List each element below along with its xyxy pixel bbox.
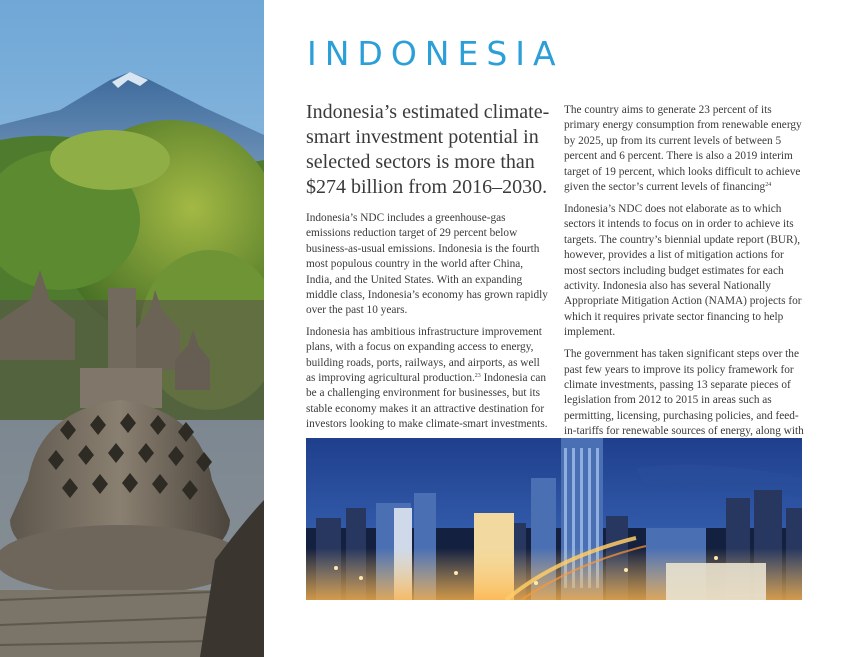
right-paragraph-3-text: The government has taken significant steps over the past few years to improve its policy framework for climate investments, passing 13 separate pieces of legislation from 2012 to 2015 in areas such as permitting, licensing, purchasing policies, and feed-in-tariffs for renewable sources of energy, along with	[564, 348, 804, 438]
footnote-ref-24: 24	[765, 182, 772, 189]
left-paragraph-2	[306, 325, 551, 433]
page-title: INDONESIA	[307, 34, 564, 73]
jakarta-skyline-photo	[306, 438, 802, 600]
right-paragraph-2: Indonesia’s NDC does not elaborate as to which sectors it intends to focus on in order to achieve its targets. The country’s biennial update report (BUR), however, provides a list of mitigation actions for most sectors including budget estimates for each activity. Indonesia also has several Nationally Appropriate Mitigation Action (NAMA) projects for which it requires private sector financing to help implement.	[564, 202, 802, 339]
borobudur-volcano-photo	[0, 0, 264, 657]
left-paragraph-2-tail: Indonesia can be a challenging environment for businesses, but its stable economy makes it an attractive destination for investors looking to make climate-smart investments.	[306, 372, 548, 431]
footnote-ref-23: 23	[474, 373, 481, 380]
right-text-column	[564, 103, 807, 455]
left-paragraph-1: Indonesia’s NDC includes a greenhouse-gas emissions reduction target of 29 percent below business-as-usual emissions. Indonesia is the fourth most populous country in the world after China, India, and the United States. With an expanding middle class, Indonesia’s economy has grown rapidly over the past 10 years.	[306, 212, 548, 317]
left-text-column	[306, 211, 551, 433]
right-paragraph-1-text: The country aims to generate 23 percent of its primary energy consumption from renewable energy by 2025, up from its current levels of between 5 percent and 6 percent. There is also a 2019 interim target of 19 percent, which looks difficult to achieve given the sector’s current levels of financing	[564, 104, 802, 194]
left-paragraph-2-text: Indonesia has ambitious infrastructure improvement plans, with a focus on expanding access to energy, building roads, ports, railways, and airports, as well as improving agricultural production.	[306, 325, 542, 385]
right-paragraph-1	[564, 103, 807, 195]
lead-statement: Indonesia’s estimated climate-smart investment potential in selected sectors is more than $274 billion from 2016–2030.	[306, 101, 550, 198]
